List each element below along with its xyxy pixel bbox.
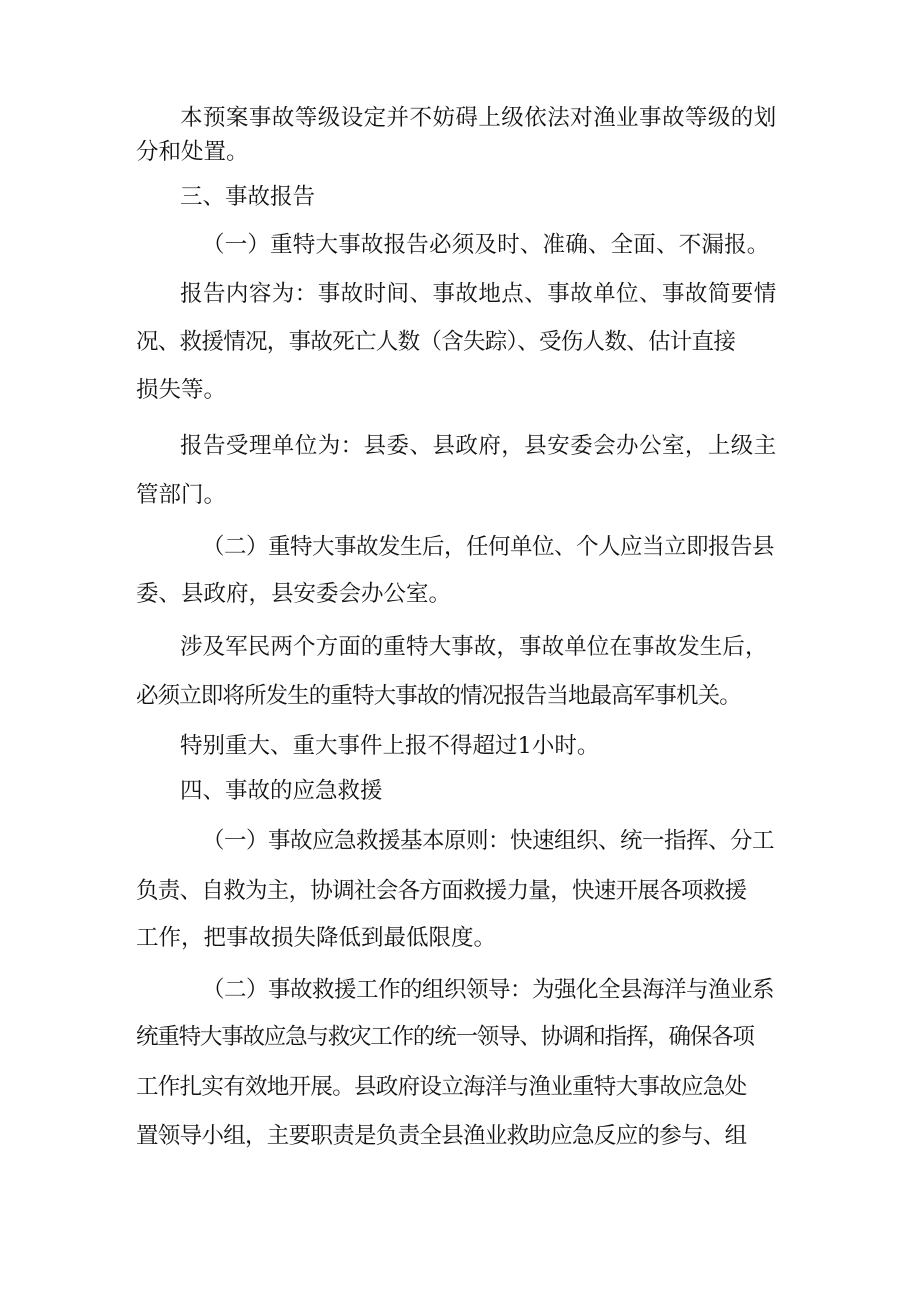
text-line: 本预案事故等级设定并不妨碍上级依法对渔业事故等级的划: [180, 105, 777, 131]
text-line: 况、救援情况，事故死亡人数（含失踪）、受伤人数、估计直接: [136, 329, 736, 355]
text-line: （一）重特大事故报告必须及时、准确、全面、不漏报。: [202, 232, 770, 258]
text-line: 分和处置。: [136, 139, 249, 165]
text-line: 负责、自救为主，协调社会各方面救援力量，快速开展各项救援: [136, 878, 747, 904]
text-line: 必须立即将所发生的重特大事故的情况报告当地最高军事机关。: [136, 683, 741, 709]
section-heading: 四、事故的应急救援: [180, 778, 383, 804]
text-line: 涉及军民两个方面的重特大事故，事故单位在事故发生后，: [180, 634, 768, 660]
text-line: （二）重特大事故发生后，任何单位、个人应当立即报告县: [202, 534, 775, 560]
text-line: 管部门。: [136, 482, 227, 508]
text-line: 损失等。: [136, 377, 227, 403]
text-line: （二）事故救援工作的组织领导：为强化全县海洋与渔业系: [202, 977, 775, 1003]
text-line: 统重特大事故应急与救灾工作的统一领导、协调和指挥，确保各项: [136, 1024, 754, 1050]
text-line: 工作，把事故损失降低到最低限度。: [136, 925, 497, 951]
text-line: （一）事故应急救援基本原则：快速组织、统一指挥、分工: [202, 828, 775, 854]
text-line: 委、县政府，县安委会办公室。: [136, 581, 452, 607]
text-line: 报告内容为：事故时间、事故地点、事故单位、事故简要情: [180, 281, 777, 307]
text-line: 置领导小组，主要职责是负责全县渔业救助应急反应的参与、组: [136, 1123, 747, 1149]
text-line: 报告受理单位为：县委、县政府，县安委会办公室，上级主: [180, 433, 777, 459]
section-heading: 三、事故报告: [180, 184, 316, 210]
text-line: 特别重大、重大事件上报不得超过1小时。: [180, 733, 600, 759]
text-line: 工作扎实有效地开展。县政府设立海洋与渔业重特大事故应急处: [136, 1074, 747, 1100]
